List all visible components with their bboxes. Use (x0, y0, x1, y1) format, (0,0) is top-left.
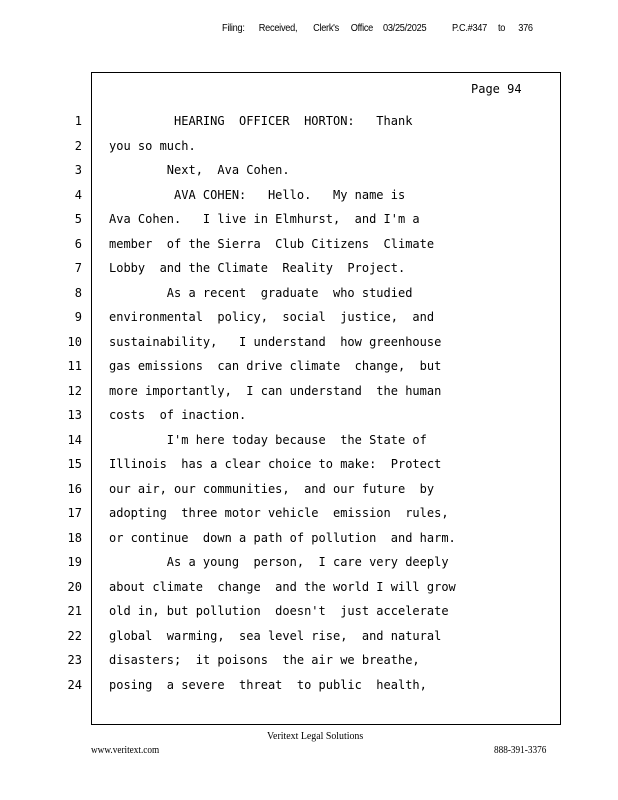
line-number: 6 (74, 236, 82, 251)
filing-header (222, 23, 535, 37)
last-page-number: 376 (518, 23, 533, 34)
line-number: 21 (67, 604, 82, 618)
transcript-line: AVA COHEN: Hello. My name is (109, 187, 406, 202)
filing-label: Filing: (222, 23, 245, 34)
line-number: 23 (67, 653, 82, 667)
office-label: Office (350, 23, 374, 34)
transcript-line: costs of inaction. (109, 408, 247, 422)
line-number: 10 (67, 334, 82, 349)
transcript-line: old in, but pollution doesn't just accelerate (109, 604, 449, 618)
transcript-line: more importantly, I can understand the human (109, 383, 442, 398)
pc-number: P.C.#347 (452, 23, 487, 34)
line-number: 22 (67, 628, 82, 643)
line-number: 18 (67, 530, 82, 545)
line-number: 2 (74, 138, 82, 153)
transcript-line: posing a severe threat to public health, (109, 677, 427, 692)
transcript-line: about climate change and the world I will grow (109, 579, 456, 594)
line-number: 9 (74, 310, 82, 324)
transcript-line: global warming, sea level rise, and natural (109, 628, 442, 643)
transcript-line: Lobby and the Climate Reality Project. (109, 261, 406, 275)
transcript-line: As a recent graduate who studied (109, 285, 413, 300)
transcript-line: I'm here today because the State of (109, 432, 427, 447)
line-number: 16 (67, 481, 82, 496)
footer-company: Veritext Legal Solutions (267, 730, 364, 742)
line-number: 14 (67, 432, 82, 447)
line-number: 13 (67, 408, 82, 422)
line-number: 4 (74, 187, 82, 202)
footer-website: www.veritext.com (91, 745, 160, 756)
line-number: 5 (74, 212, 82, 226)
line-number: 1 (74, 114, 82, 128)
line-number: 8 (74, 285, 82, 300)
transcript-line: member of the Sierra Club Citizens Climate (109, 236, 435, 251)
transcript-line: sustainability, I understand how greenhouse (109, 334, 442, 349)
filing-date: 03/25/2025 (383, 23, 427, 34)
line-number: 20 (67, 579, 82, 594)
line-number: 11 (67, 359, 82, 373)
transcript-line: you so much. (109, 138, 196, 153)
transcript-line: HEARING OFFICER HORTON: Thank (109, 114, 413, 128)
transcript-line: environmental policy, social justice, and (109, 310, 435, 324)
transcript-line: adopting three motor vehicle emission rules, (109, 506, 449, 520)
line-number: 24 (67, 677, 82, 692)
transcript-line: disasters; it poisons the air we breathe, (109, 653, 420, 667)
line-number: 17 (67, 506, 82, 520)
page-number: Page 94 (471, 82, 522, 96)
received-label: Received, (258, 23, 298, 34)
to-label: to (498, 23, 506, 34)
footer-phone: 888-391-3376 (494, 745, 547, 756)
clerks-label: Clerk's (313, 23, 339, 34)
transcript-line: or continue down a path of pollution and harm. (109, 530, 456, 545)
line-number: 7 (74, 261, 82, 275)
transcript-line: our air, our communities, and our future by (109, 481, 435, 496)
transcript-line: Next, Ava Cohen. (109, 163, 290, 177)
transcript-line: gas emissions can drive climate change, but (109, 359, 442, 373)
transcript-line: Illinois has a clear choice to make: Protect (109, 457, 442, 471)
line-number: 19 (67, 555, 82, 569)
line-number: 12 (67, 383, 82, 398)
transcript-line: As a young person, I care very deeply (109, 555, 449, 569)
line-number: 3 (74, 163, 82, 177)
transcript-line: Ava Cohen. I live in Elmhurst, and I'm a (109, 212, 420, 226)
line-number: 15 (67, 457, 82, 471)
